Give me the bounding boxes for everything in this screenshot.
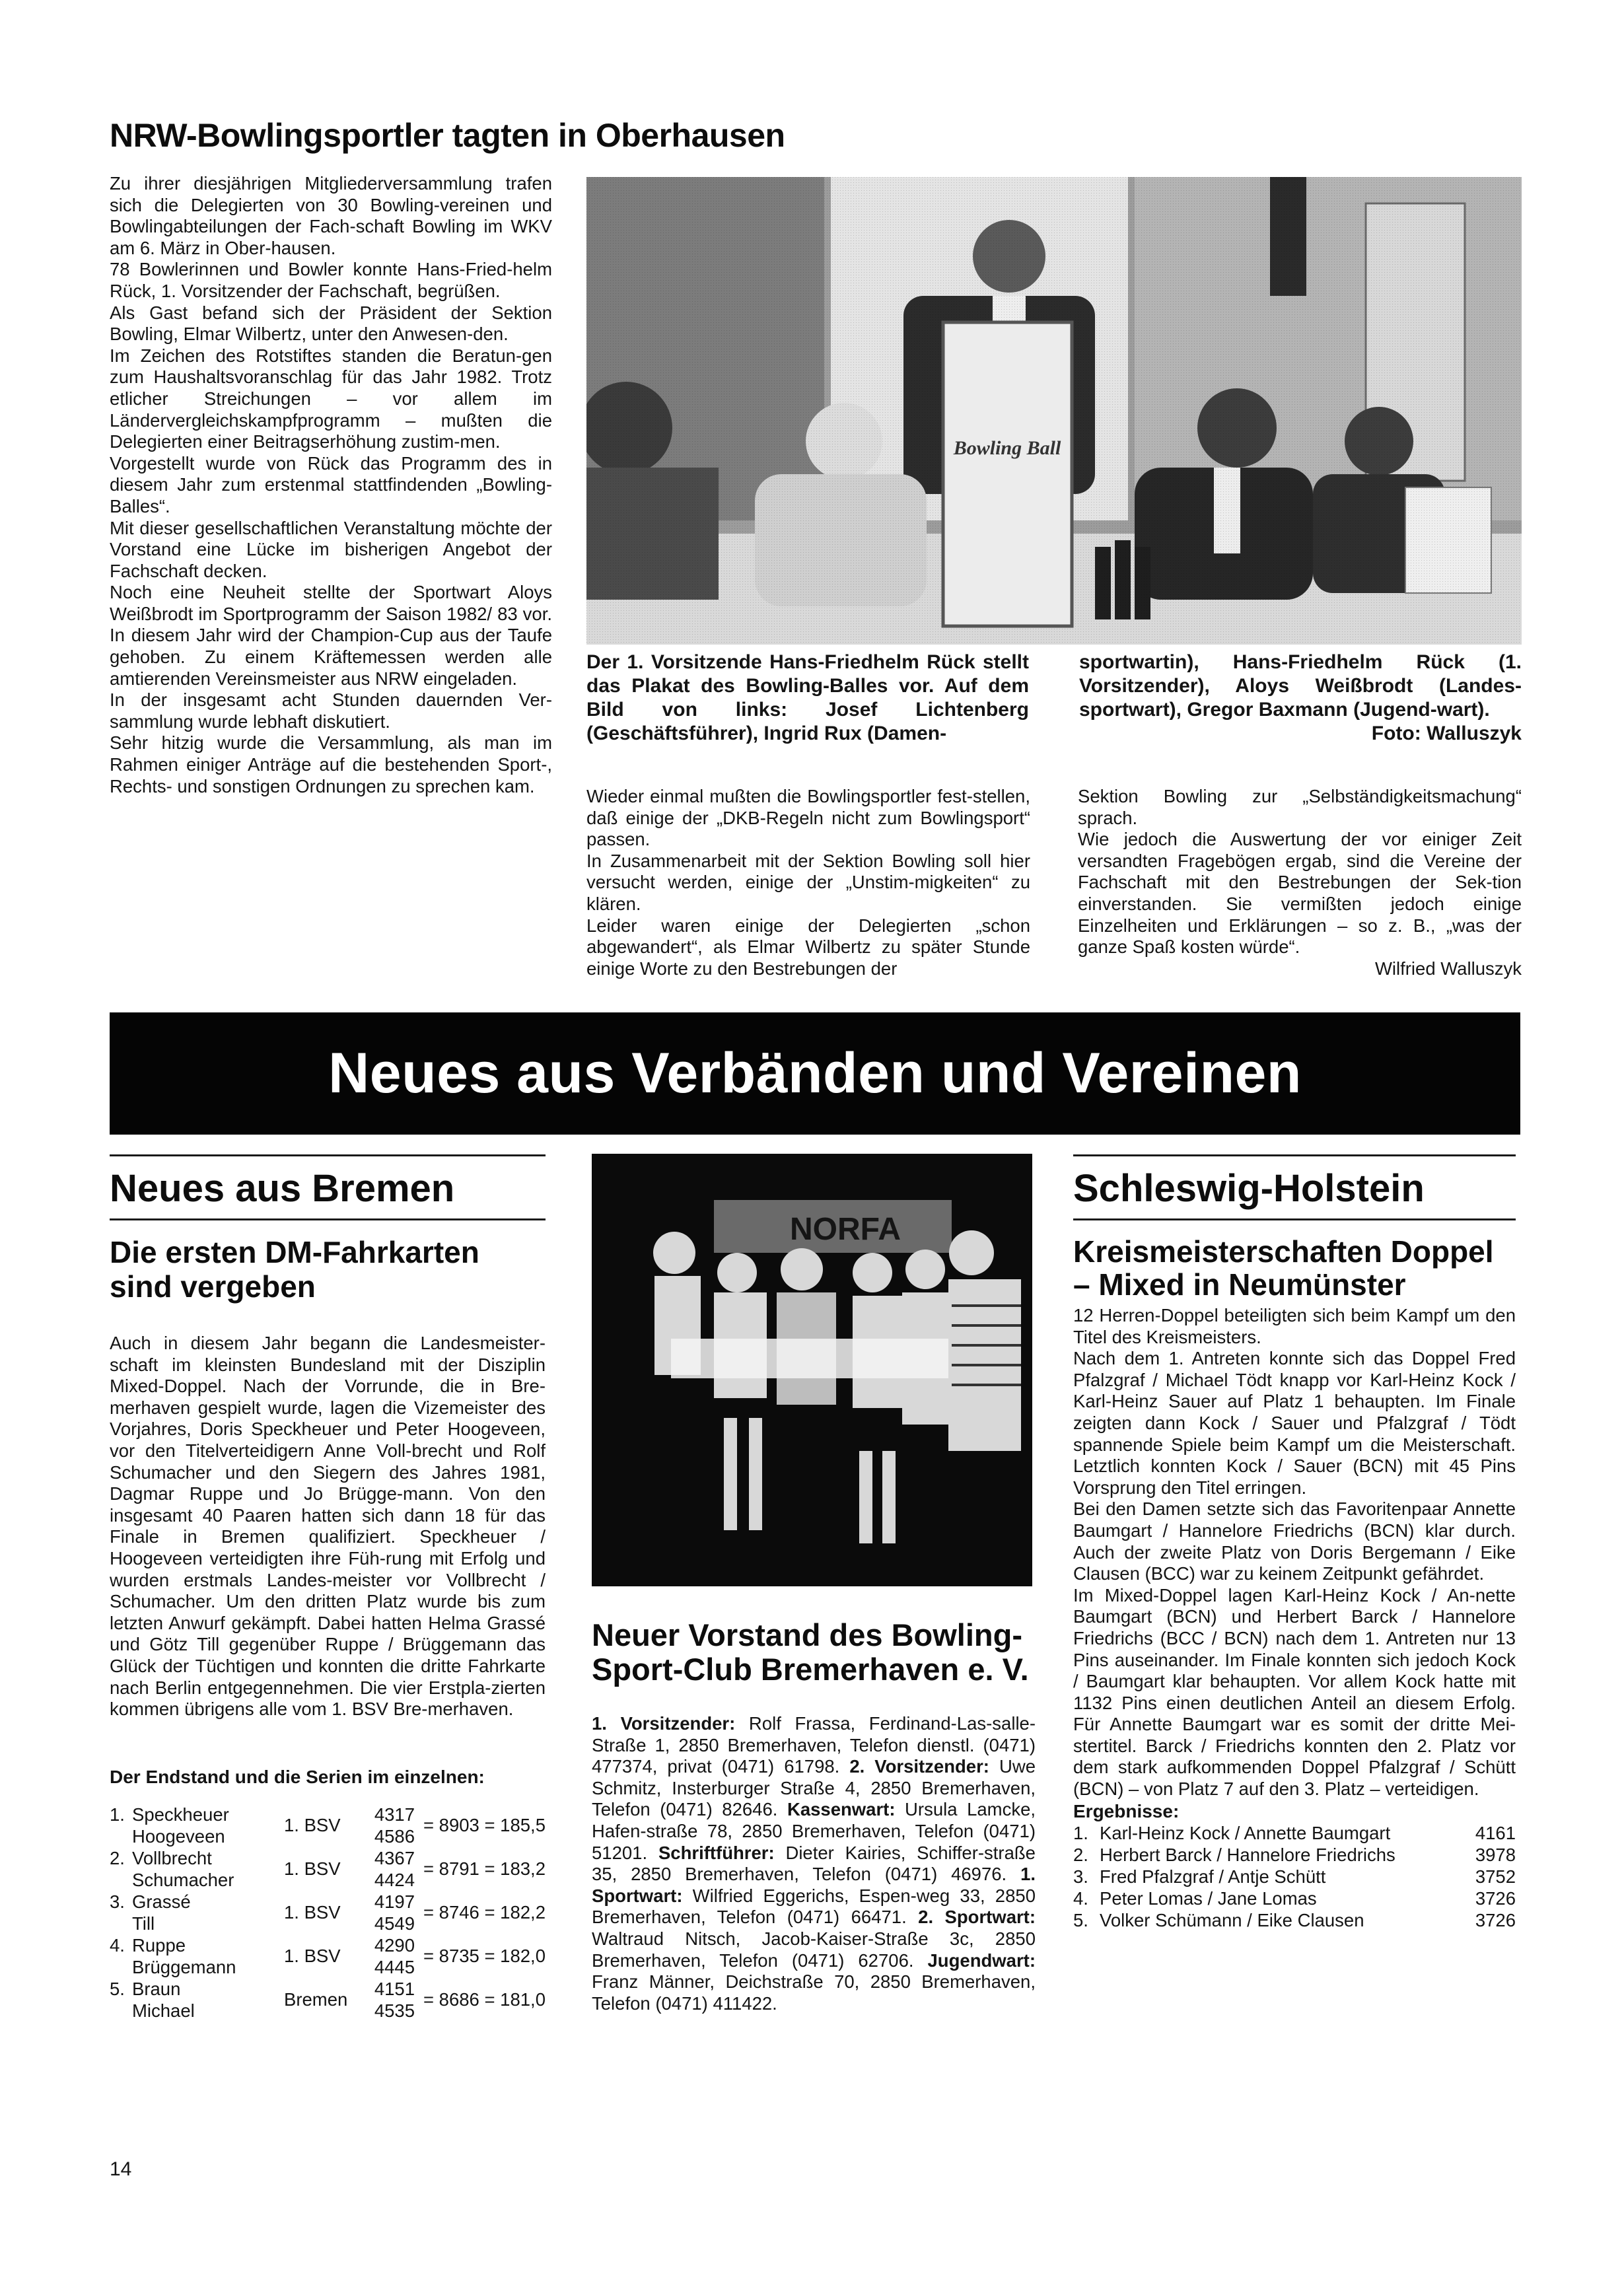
player-name: Hoogeveen (132, 1825, 225, 1847)
headline-neuer-vorstand: Neuer Vorstand des Bowling-Sport-Club Bremerhaven e. V. (592, 1617, 1029, 1687)
caption-left (586, 651, 1029, 746)
board-member-details: Franz Männer, Deichstraße 70, 2850 Bremerhaven, Telefon (0471) 411422. (592, 1971, 1036, 2014)
photo-bremen-winners (592, 1154, 1032, 1586)
player-name: Grassé (132, 1891, 191, 1912)
divider-rule (110, 1218, 546, 1220)
result-pair: Karl-Heinz Kock / Annette Baumgart (1100, 1822, 1391, 1843)
vorstand-list (592, 1713, 1036, 2014)
article-nrw-column-2 (586, 786, 1030, 979)
article-body-schleswig-holstein (1073, 1305, 1516, 1800)
standings-rank: 3. (110, 1891, 125, 1912)
result-pair: Volker Schümann / Eike Clausen (1100, 1909, 1364, 1930)
series-score: 4445 (374, 1956, 415, 1977)
paragraph: 12 Herren-Doppel beteiligten sich beim Kampf um den Titel des Kreismeisters. (1073, 1305, 1516, 1347)
player-name: Schumacher (132, 1869, 234, 1890)
result-score: 3978 (1475, 1844, 1516, 1865)
standings-series (369, 1847, 415, 1891)
series-score: 4151 (374, 1978, 415, 1999)
standings-row (110, 1847, 546, 1891)
series-score: 4549 (374, 1913, 415, 1934)
result-pair: Peter Lomas / Jane Lomas (1100, 1887, 1317, 1909)
standings-total: = 8903 = 185,5 (423, 1815, 546, 1836)
paragraph: Noch eine Neuheit stellte der Sportwart Aloys Weißbrodt im Sportprogramm der Saison 1982/ 83 vor. In diesem Jahr wird der Champion-Cup aus der Taufe gehoben. Zu einem Kräftemessen werden alle amtierenden Vereinsmeister aus NRW eingeladen. (110, 582, 552, 689)
result-rank: 1. (1073, 1822, 1088, 1843)
result-rank: 2. (1073, 1844, 1088, 1865)
article-vorstand (592, 1618, 1036, 2014)
board-member-details: Wilfried Eggerichs, Espen-weg 33, 2850 Bremerhaven, Telefon (0471) 66471. (592, 1885, 1036, 1928)
paragraph: Wieder einmal mußten die Bowlingsportler fest-stellen, daß einige der „DKB-Regeln nicht zum Bowlingsport“ passen. (586, 786, 1030, 850)
result-row (1073, 1866, 1516, 1887)
standings-row (110, 1804, 546, 1847)
paragraph: Als Gast befand sich der Präsident der Sektion Bowling, Elmar Wilbertz, unter den Anwesen-den. (110, 302, 552, 345)
board-role: Schriftführer: (658, 1842, 775, 1863)
standings-club: 1. BSV (284, 1815, 341, 1836)
section-title-bremen: Neues aus Bremen (110, 1167, 455, 1210)
paragraph: In Zusammenarbeit mit der Sektion Bowling soll hier versucht werden, einige der „Unstim-migkeiten“ zu klären. (586, 850, 1030, 914)
board-role: 1. Sportwart: (592, 1864, 1036, 1906)
paragraph: Bei den Damen setzte sich das Favoritenpaar Annette Baumgart / Hannelore Friedrichs (BCN) klar durch. Auch der zweite Platz von Doris Bergemann / Eike Clausen (BCC) war zu keinem Zeitpunkt gefährdet. (1073, 1498, 1516, 1584)
result-row (1073, 1887, 1516, 1909)
standings-row (110, 1934, 546, 1978)
results-list (1073, 1822, 1516, 1931)
board-role: Jugendwart: (927, 1950, 1036, 1971)
result-score: 3726 (1475, 1909, 1516, 1930)
standings-names (132, 1891, 284, 1934)
standings-names (132, 1847, 284, 1891)
standings-club: 1. BSV (284, 1902, 341, 1923)
standings-club: 1. BSV (284, 1858, 341, 1880)
series-score: 4317 (374, 1804, 415, 1825)
photo-caption-meeting (586, 651, 1522, 746)
paragraph: Auch in diesem Jahr begann die Landesmeister-schaft im kleinsten Bundesland mit der Disziplin Mixed-Doppel. Nach der Vorrunde, die in Bre-merhaven gespielt wurde, lagen die Vizemeister des Vorjahres, Doris Speckheuer und Peter Hoogeveen, vor den Titelverteidigern Anne Voll-brecht und Rolf Schumacher und den Siegern des Jahres 1981, Dagmar Ruppe und Jo Brügge-mann. Von den insgesamt 40 Paaren hatten sich dann 18 für das Finale in Bremen qualifiziert. Speckheuer / Hoogeveen verteidigten ihre Füh-rung mit Erfolg und wurden erstmals Landes-meister vor Vollbrecht / Schumacher. Um den dritten Platz wurde bis zum letzten Anwurf gekämpft. Dabei hatten Helma Grassé und Götz Till gegenüber Ruppe / Brüggemann das Glück der Tüchtigen und konnten die dritte Fahrkarte nach Berlin entgegennehmen. Die vier Erstpla-zierten kommen übrigens alle vom 1. BSV Bre-merhaven. (110, 1333, 546, 1720)
paragraph: Sehr hitzig wurde die Versammlung, als man im Rahmen einiger Anträge auf die bestehenden Sport-, Rechts- und sonstigen Ordnungen zu sprechen kam. (110, 732, 552, 796)
caption-right (1079, 651, 1522, 746)
caption-text-right: sportwartin), Hans-Friedhelm Rück (1. Vorsitzender), Aloys Weißbrodt (Landes-sportwart), Gregor Baxmann (Jugend-wart). (1079, 651, 1522, 721)
standings-names (132, 1804, 284, 1847)
board-member-details: Ursula Lamcke, Hafen-straße 78, 2850 Bremerhaven, Telefon (0471) 51201. (592, 1799, 1036, 1863)
paragraph: Leider waren einige der Delegierten „schon abgewandert“, als Elmar Wilbertz zu später Stunde einige Worte zu den Bestrebungen der (586, 915, 1030, 979)
series-score: 4290 (374, 1934, 415, 1956)
board-member-details: Rolf Frassa, Ferdinand-Las-salle-Straße 1, 2850 Bremerhaven, Telefon dienstl. (0471) 477374, privat (0471) 61798. (592, 1713, 1036, 1777)
paragraph: In der insgesamt acht Stunden dauernden Ver-sammlung wurde lebhaft diskutiert. (110, 689, 552, 732)
standings-series (369, 1804, 415, 1847)
standings-rank: 2. (110, 1847, 125, 1868)
paragraph: Sektion Bowling zur „Selbständigkeitsmachung“ sprach. (1078, 786, 1522, 828)
result-rank: 4. (1073, 1887, 1088, 1909)
standings-total: = 8686 = 181,0 (423, 1989, 546, 2010)
paragraph: Zu ihrer diesjährigen Mitgliederversammlung trafen sich die Delegierten von 30 Bowling-vereinen und Bowlingabteilungen der Fach-schaft Bowling im WKV am 6. März in Ober-hausen. (110, 173, 552, 258)
player-name: Braun (132, 1978, 181, 1999)
result-pair: Herbert Barck / Hannelore Friedrichs (1100, 1844, 1395, 1865)
standings-row (110, 1978, 546, 2022)
standings-names (132, 1934, 284, 1978)
photo-winners-illustration (592, 1154, 1032, 1586)
author-byline: Wilfried Walluszyk (1374, 958, 1522, 979)
article-body-vorstand (592, 1713, 1036, 2014)
standings-total: = 8791 = 183,2 (423, 1858, 546, 1880)
result-score: 3726 (1475, 1887, 1516, 1909)
board-member-details: Uwe Schmitz, Insterburger Straße 4, 2850 Bremerhaven, Telefon (0471) 82646. (592, 1756, 1036, 1820)
series-score: 4535 (374, 2000, 415, 2021)
headline-dm-fahrkarten: Die ersten DM-Fahrkarten sind vergeben (110, 1235, 479, 1304)
player-name: Brüggemann (132, 1956, 236, 1977)
photo-meeting-illustration (586, 177, 1522, 645)
section-banner (110, 1012, 1520, 1135)
player-name: Till (132, 1913, 155, 1934)
result-row (1073, 1909, 1516, 1931)
paragraph: Vorgestellt wurde von Rück das Programm des in diesem Jahr zum erstenmal stattfindenden „Bowling-Balles“. (110, 452, 552, 516)
board-role: 2. Vorsitzender: (849, 1756, 989, 1777)
standings-rank: 1. (110, 1804, 125, 1825)
result-row (1073, 1822, 1516, 1844)
headline-kreismeisterschaften: Kreismeisterschaften Doppel – Mixed in Neumünster (1073, 1234, 1494, 1302)
standings-series (369, 1934, 415, 1978)
article-nrw-column-3 (1078, 786, 1522, 979)
standings-title: Der Endstand und die Serien im einzelnen: (110, 1766, 485, 1787)
player-name: Vollbrecht (132, 1847, 212, 1868)
page-number: 14 (110, 2158, 132, 2180)
standings-names (132, 1978, 284, 2022)
result-score: 4161 (1475, 1822, 1516, 1843)
series-score: 4197 (374, 1891, 415, 1912)
divider-rule (1073, 1154, 1516, 1156)
board-role: 1. Vorsitzender: (592, 1713, 736, 1734)
article-schleswig-holstein (1073, 1154, 1516, 1931)
standings-club: 1. BSV (284, 1946, 341, 1967)
board-role: 2. Sportwart: (918, 1907, 1036, 1928)
result-pair: Fred Pfalzgraf / Antje Schütt (1100, 1866, 1326, 1887)
divider-rule (1073, 1218, 1516, 1220)
photo-credit: Foto: Walluszyk (1371, 723, 1522, 744)
result-score: 3752 (1475, 1866, 1516, 1887)
standings-series (369, 1891, 415, 1934)
photo-meeting-table (586, 177, 1522, 645)
results-title: Ergebnisse: (1073, 1800, 1180, 1821)
poster-text: Bowling Ball (953, 437, 1061, 459)
paragraph: Im Mixed-Doppel lagen Karl-Heinz Kock / An-nette Baumgart (BCN) und Herbert Barck / Hannelore Friedrichs (BCC / BCN) nach dem 1. Antreten nur 13 Pins auseinander. Im Finale konnten sich jedoch Kock / Baumgart klar behaupten. Vor allem Kock hatte mit 1132 Pins einen deutlichen Anteil an diesem Erfolg. Für Annette Baumgart war es somit der dritte Mei-stertitel. Barck / Friedrichs konnten den 2. Platz vor dem stark aufkommenden Doppel Pfalzgraf / Schütt (BCN) – von Platz 7 auf den 3. Platz – verteidigen. (1073, 1584, 1516, 1800)
standings-series (369, 1978, 415, 2022)
article-title-nrw: NRW-Bowlingsportler tagten in Oberhausen (110, 117, 785, 154)
standings-rank: 5. (110, 1978, 125, 1999)
article-body-bremen (110, 1333, 546, 1720)
banner-title: Neues aus Verbänden und Vereinen (328, 1041, 1302, 1105)
standings-total: = 8735 = 182,0 (423, 1946, 546, 1967)
section-title-schleswig-holstein: Schleswig-Holstein (1073, 1167, 1425, 1210)
result-rank: 3. (1073, 1866, 1088, 1887)
paragraph: Nach dem 1. Antreten konnte sich das Doppel Fred Pfalzgraf / Michael Tödt knapp vor Karl-Heinz Kock / Karl-Heinz Sauer auf Platz 1 behaupten. Im Finale zeigten dann Kock / Sauer und Pfalzgraf / Tödt spannende Spiele beim Kampf um die Meisterschaft. Letztlich konnten Kock / Sauer (BCN) mit 45 Pins Vorsprung den Titel erringen. (1073, 1348, 1516, 1498)
series-score: 4367 (374, 1847, 415, 1868)
player-name: Speckheuer (132, 1804, 229, 1825)
paragraph: Mit dieser gesellschaftlichen Veranstaltung möchte der Vorstand eine Lücke im bisherigen Angebot der Fachschaft decken. (110, 517, 552, 581)
result-row (1073, 1844, 1516, 1866)
player-name: Ruppe (132, 1934, 186, 1956)
board-member-details: Dieter Kairies, Schiffer-straße 35, 2850 Bremerhaven, Telefon (0471) 46976. (592, 1842, 1036, 1885)
board-member-details: Waltraud Nitsch, Jacob-Kaiser-Straße 3c, 2850 Bremerhaven, Telefon (0471) 62706. (592, 1928, 1036, 1971)
paragraph: Im Zeichen des Rotstiftes standen die Beratun-gen zum Haushaltsvoranschlag für das Jahr 1982. Trotz etlicher Streichungen – vor allem im Ländervergleichskampfprogramm – mußten die Delegierten einer Beitragserhöhung zustim-men. (110, 345, 552, 452)
poster (943, 322, 1072, 626)
paragraph: 78 Bowlerinnen und Bowler konnte Hans-Fried-helm Rück, 1. Vorsitzender der Fachschaft, begrüßen. (110, 259, 552, 301)
article-nrw-column-1 (110, 173, 552, 797)
board-role: Kassenwart: (787, 1799, 896, 1820)
caption-text-left: Der 1. Vorsitzende Hans-Friedhelm Rück stellt das Plakat des Bowling-Balles vor. Auf dem Bild von links: Josef Lichtenberg (Geschäftsführer), Ingrid Rux (Damen- (586, 651, 1029, 744)
divider-rule (110, 1154, 546, 1156)
article-bremen (110, 1154, 546, 2022)
series-score: 4424 (374, 1869, 415, 1890)
standings-table (110, 1804, 546, 2022)
banner-sign-text: NORFA (790, 1212, 901, 1247)
standings-rank: 4. (110, 1934, 125, 1956)
result-rank: 5. (1073, 1909, 1088, 1930)
standings-row (110, 1891, 546, 1934)
standings-club: Bremen (284, 1989, 348, 2010)
player-name: Michael (132, 2000, 195, 2021)
series-score: 4586 (374, 1825, 415, 1847)
standings-total: = 8746 = 182,2 (423, 1902, 546, 1923)
paragraph: Wie jedoch die Auswertung der vor einiger Zeit versandten Fragebögen ergab, sind die Vereine der Fachschaft mit den Bestrebungen der Sek-tion einverstanden. Sie vermißten jedoch einige Einzelheiten und Erklärungen – so z. B., „was der ganze Spaß kosten würde“. (1078, 829, 1522, 958)
